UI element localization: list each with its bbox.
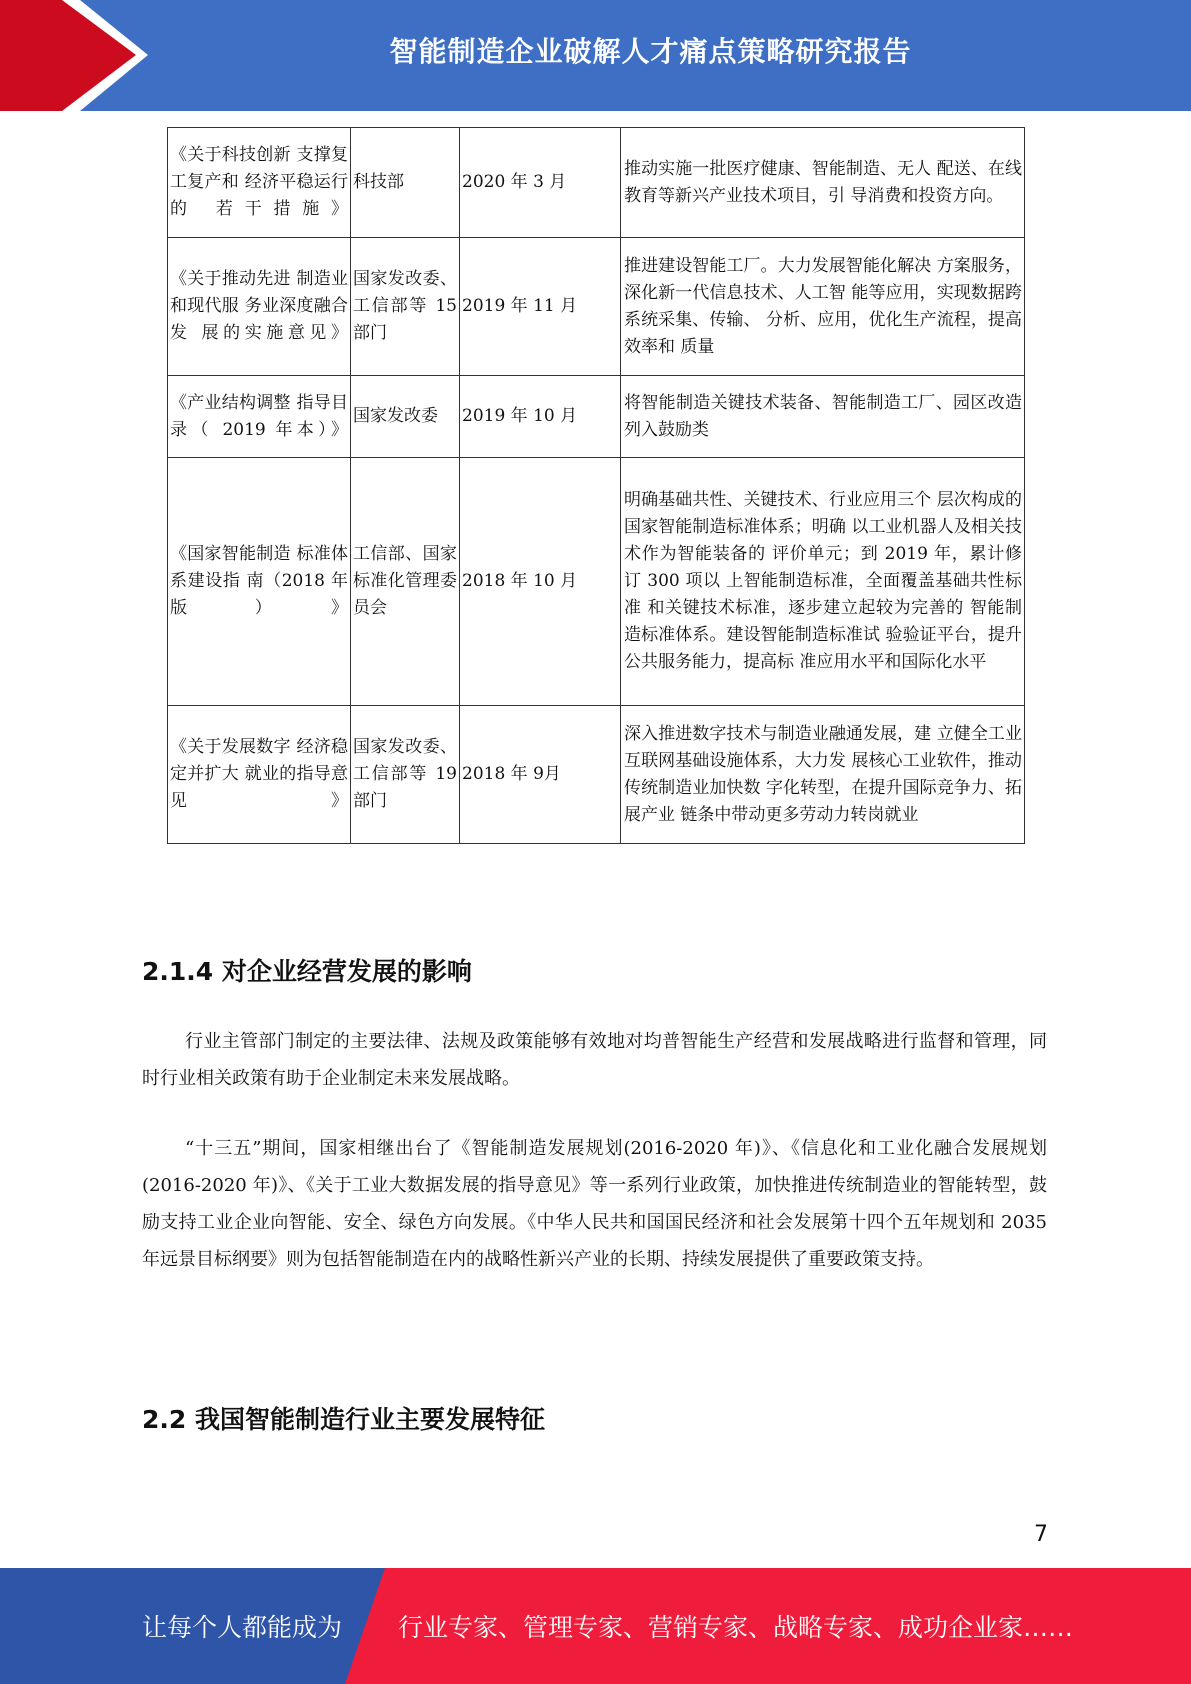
policy-department: 国家发改委、工信部等 19 部门: [351, 706, 460, 844]
paragraph: 行业主管部门制定的主要法律、法规及政策能够有效地对均普智能生产经营和发展战略进行监督和管理，同时行业相关政策有助于企业制定未来发展战略。: [142, 1031, 1047, 1089]
policy-description: 明确基础共性、关键技术、行业应用三个 层次构成的国家智能制造标准体系；明确 以工业机器人及相关技术作为智能装备的 评价单元；到 2019 年，累计修订 300 项以 上智能制造标准，全面覆盖基础共性标准 和关键技术标准，逐步建立起较为完善的 智能制造标准体系。建设智能制造标准试 验验证平台，提升公共服务能力，提高标 准应用水平和国际化水平: [621, 458, 1025, 706]
policy-department: 科技部: [351, 128, 460, 238]
policy-date: 2019 年 11 月: [460, 238, 621, 376]
policy-department: 国家发改委、工信部等 15 部门: [351, 238, 460, 376]
page-number: 7: [1034, 1522, 1048, 1547]
policy-department: 工信部、国家标准化管理委员会: [351, 458, 460, 706]
table-row: [168, 458, 1025, 706]
policy-description: 将智能制造关键技术装备、智能制造工厂、园区改造列入鼓励类: [621, 376, 1025, 458]
policy-date: 2018 年 10 月: [460, 458, 621, 706]
policy-date: 2019 年 10 月: [460, 376, 621, 458]
policy-title: 《关于科技创新 支撑复工复产和 经济平稳运行的 若干措施》: [168, 128, 351, 238]
footer-slogan-left: 让每个人都能成为: [142, 1613, 343, 1642]
policy-description: 深入推进数字技术与制造业融通发展，建 立健全工业互联网基础设施体系，大力发 展核心工业软件，推动传统制造业加快数 字化转型，在提升国际竞争力、拓展产业 链条中带动更多劳动力转岗就业: [621, 706, 1025, 844]
footer-slogan-right: 行业专家、管理专家、营销专家、战略专家、成功企业家……: [398, 1613, 1074, 1642]
policy-title: 《产业结构调整 指导目录（ 2019 年本）》: [168, 376, 351, 458]
policy-title: 《关于发展数字 经济稳定并扩大 就业的指导意见》: [168, 706, 351, 844]
table-row: [168, 706, 1025, 844]
section-heading-2-1-4: 2.1.4 对企业经营发展的影响: [142, 957, 472, 986]
policy-date: 2018 年 9月: [460, 706, 621, 844]
table-row: [168, 128, 1025, 238]
policy-department: 国家发改委: [351, 376, 460, 458]
table-row: [168, 376, 1025, 458]
section-heading-2-2: 2.2 我国智能制造行业主要发展特征: [142, 1405, 545, 1434]
page-footer: [0, 1568, 1191, 1684]
page-header: [0, 0, 1191, 111]
policy-title: 《国家智能制造 标准体系建设指 南（2018 年版）》: [168, 458, 351, 706]
report-title: 智能制造企业破解人才痛点策略研究报告: [389, 35, 912, 68]
paragraph: “十三五”期间，国家相继出台了《智能制造发展规划(2016-2020 年)》、《信息化和工业化融合发展规划(2016-2020 年)》、《关于工业大数据发展的指导意见》等一系列行业政策，加快推进传统制造业的智能转型，鼓励支持工业企业向智能、安全、绿色方向发展。《中华人民共和国国民经济和社会发展第十四个五年规划和 2035 年远景目标纲要》则为包括智能制造在内的战略性新兴产业的长期、持续发展提供了重要政策支持。: [142, 1138, 1047, 1270]
policy-title: 《关于推动先进 制造业和现代服 务业深度融合发 展的实施意见》: [168, 238, 351, 376]
policy-description: 推进建设智能工厂。大力发展智能化解决 方案服务，深化新一代信息技术、人工智 能等应用，实现数据跨系统采集、传输、 分析、应用，优化生产流程，提高效率和 质量: [621, 238, 1025, 376]
table-row: [168, 238, 1025, 376]
policy-table: [167, 127, 1025, 844]
policy-description: 推动实施一批医疗健康、智能制造、无人 配送、在线教育等新兴产业技术项目，引 导消费和投资方向。: [621, 128, 1025, 238]
policy-date: 2020 年 3 月: [460, 128, 621, 238]
